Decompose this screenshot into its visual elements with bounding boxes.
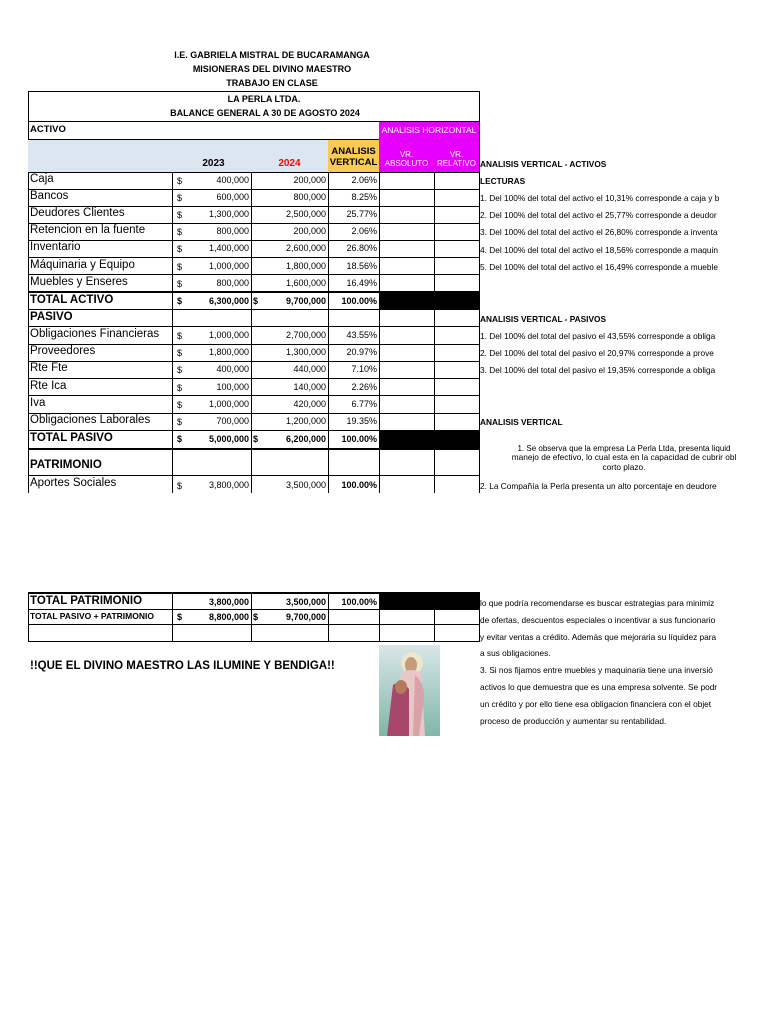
activo-note: 5. Del 100% del total del activo el 16,49% corresponde a mueble — [480, 261, 718, 272]
conclusion-line: un crédito y por ello tiene esa obligacion financiera con el objet — [480, 698, 712, 709]
total-activo-2023: 6,300,000 — [208, 296, 249, 306]
pasivo-label: Obligaciones Laborales — [30, 414, 151, 426]
conclusion-1-line-2: manejo de efectivo, lo cual esta en la capacidad de cubrir obl — [511, 452, 737, 462]
pasivo-currency: $ — [177, 348, 183, 359]
rel-value-label-1: VR. — [449, 150, 464, 159]
year-2024-header: 2024 — [278, 158, 301, 169]
pasivo-label: Obligaciones Financieras — [30, 328, 160, 340]
grid-line — [28, 624, 480, 625]
rel-value-label-2: RELATIVO — [437, 159, 476, 168]
grid-line — [328, 139, 329, 493]
conclusion-1-line-1: 1. Se observa que la empresa La Perla Ltda, presenta liquid — [517, 444, 731, 453]
pasivo-note: 2. Del 100% del total del pasivo el 20,97% corresponde a prove — [480, 348, 714, 359]
grid-line — [28, 448, 480, 450]
blessing-text: !!QUE EL DIVINO MAESTRO LAS ILUMINE Y BENDIGA!! — [30, 660, 335, 672]
total-pasivo-pct: 100.00% — [341, 434, 377, 444]
activo-currency: $ — [177, 261, 183, 272]
year-2023-header: 2023 — [202, 158, 225, 169]
grid-line — [28, 326, 480, 327]
conclusion-1-line-3: corto plazo. — [602, 462, 646, 472]
aportes-label: Aportes Sociales — [30, 477, 117, 489]
pasivo-2023: 700,000 — [216, 416, 249, 426]
pasivo-2023: 400,000 — [216, 364, 249, 375]
total-activo-currency-2024: $ — [253, 296, 259, 306]
pasivo-2024: 2,700,000 — [285, 330, 326, 340]
pasivo-2023: 1,800,000 — [208, 347, 249, 358]
pasivo-label: Rte Ica — [30, 379, 67, 392]
activo-2023: 600,000 — [216, 192, 249, 203]
pasivo-currency: $ — [177, 399, 183, 410]
activo-2024: 1,600,000 — [285, 277, 326, 288]
pasivo-2024: 420,000 — [293, 398, 326, 409]
total-pasivo-2024: 6,200,000 — [285, 434, 326, 444]
activo-pct: 25.77% — [346, 209, 377, 220]
total-pasivo-black-block — [379, 430, 479, 448]
grid-line — [28, 378, 480, 379]
grid-line — [28, 361, 480, 362]
total-activo-label: TOTAL ACTIVO — [30, 294, 114, 306]
activo-2024: 2,600,000 — [285, 243, 326, 254]
pasivo-pct: 43.55% — [346, 330, 377, 340]
abs-value-label-1: VR. — [399, 150, 414, 159]
pasivo-pct: 7.10% — [351, 364, 377, 375]
pasivo-note: 3. Del 100% del total del pasivo el 19,35% corresponde a obliga — [480, 365, 716, 376]
activo-pct: 8.25% — [351, 192, 377, 203]
grid-line — [28, 172, 480, 173]
av-activos-title: ANALISIS VERTICAL - ACTIVOS — [480, 159, 607, 169]
pasivo-2023: 100,000 — [216, 381, 249, 392]
grid-line — [172, 139, 173, 493]
activo-2023: 1,000,000 — [208, 260, 249, 271]
activo-pct: 18.56% — [346, 260, 377, 271]
activo-2024: 2,500,000 — [285, 209, 326, 220]
grid-line — [172, 592, 173, 641]
activo-label: Máquinaria y Equipo — [30, 258, 135, 271]
total-activo-currency-2023: $ — [177, 296, 183, 306]
total-pasivo-2023: 5,000,000 — [208, 434, 249, 444]
total-activo-2024: 9,700,000 — [285, 296, 326, 306]
aportes-2023: 3,800,000 — [208, 480, 249, 490]
total-patrimonio-label: TOTAL PATRIMONIO — [30, 595, 143, 607]
total-pasivo-patrimonio-label: TOTAL PASIVO + PATRIMONIO — [30, 611, 154, 621]
pasivo-label: Rte Fte — [30, 362, 68, 375]
activo-pct: 2.06% — [351, 175, 377, 185]
activo-note: 3. Del 100% del total del activo el 26,80% corresponde a inventa — [480, 227, 718, 238]
activo-2023: 800,000 — [216, 226, 249, 237]
report-title: BALANCE GENERAL A 30 DE AGOSTO 2024 — [170, 108, 360, 118]
grid-line — [28, 641, 480, 642]
activo-section-label: ACTIVO — [30, 124, 66, 135]
conclusion-line: de ofertas, descuentos especiales o incentivar a sus funcionario — [480, 614, 716, 625]
divine-master-illustration — [379, 645, 440, 736]
activo-label: Retencion en la fuente — [30, 224, 146, 237]
pasivo-section-label: PASIVO — [30, 311, 73, 323]
assignment-title: TRABAJO EN CLASE — [226, 78, 318, 88]
total-pasivo-currency-2024: $ — [253, 434, 259, 444]
activo-2024: 200,000 — [293, 175, 326, 185]
activo-label: Bancos — [30, 190, 69, 203]
activo-pct: 26.80% — [346, 243, 377, 254]
total-activo-pct: 100.00% — [341, 296, 377, 306]
conclusion-line: proceso de producción y aumentar su rentabilidad. — [480, 715, 667, 726]
grid-line — [28, 91, 480, 92]
activo-currency: $ — [177, 210, 183, 221]
conclusion-line: activos lo que demuestra que es una empresa solvente. Se podr — [480, 682, 718, 692]
pasivo-currency: $ — [177, 382, 183, 393]
vertical-analysis-label-1: ANALISIS — [331, 146, 376, 157]
pasivo-2023: 1,000,000 — [208, 398, 249, 409]
activo-2023: 400,000 — [216, 175, 249, 185]
aportes-2024: 3,500,000 — [285, 480, 326, 490]
pasivo-pct: 6.77% — [351, 398, 377, 409]
grid-line — [28, 395, 480, 396]
aportes-pct: 100.00% — [341, 480, 377, 490]
activo-currency: $ — [177, 244, 183, 255]
activo-2024: 800,000 — [293, 192, 326, 203]
grid-line — [28, 592, 29, 641]
activo-label: Inventario — [30, 241, 81, 254]
pasivo-2024: 1,200,000 — [285, 416, 326, 426]
school-name: I.E. GABRIELA MISTRAL DE BUCARAMANGA — [174, 50, 370, 60]
congregation-name: MISIONERAS DEL DIVINO MAESTRO — [192, 64, 352, 74]
pasivo-label: Proveedores — [30, 345, 96, 358]
activo-label: Caja — [30, 173, 54, 185]
pasivo-2023: 1,000,000 — [208, 330, 249, 340]
pasivo-pct: 19.35% — [346, 416, 377, 426]
conclusion-line: lo que podría recomendarse es buscar estrategias para minimiz — [480, 598, 715, 608]
activo-pct: 2.06% — [351, 226, 377, 237]
grid-line — [251, 139, 252, 493]
grid-line — [28, 344, 480, 345]
activo-label: Muebles y Enseres — [30, 275, 128, 288]
activo-note: 4. Del 100% del total del activo el 18,56% corresponde a maquin — [480, 244, 718, 255]
activo-2024: 1,800,000 — [285, 260, 326, 271]
total-patrimonio-pct: 100.00% — [341, 597, 377, 607]
activo-2023: 1,300,000 — [208, 209, 249, 220]
total-patrimonio-2024: 3,500,000 — [285, 597, 326, 607]
pasivo-2024: 440,000 — [293, 364, 326, 375]
pasivo-2024: 140,000 — [293, 381, 326, 392]
divine-master-image — [379, 645, 440, 736]
activo-pct: 16.49% — [346, 277, 377, 288]
activo-note: 1. Del 100% del total del activo el 10,31% corresponde a caja y b — [480, 193, 720, 203]
conclusion-line: a sus obligaciones. — [480, 648, 551, 659]
pasivo-2024: 1,300,000 — [285, 347, 326, 358]
total-patrimonio-black-block — [379, 593, 479, 610]
horizontal-analysis-label: ANALISIS HORIZONTAL — [381, 125, 477, 135]
total-patrimonio-2023: 3,800,000 — [208, 597, 249, 607]
total-pasivo-currency-2023: $ — [177, 434, 183, 444]
pasivo-label: Iva — [30, 396, 46, 409]
total-pasivo-label: TOTAL PASIVO — [30, 432, 113, 444]
patrimonio-section-label: PATRIMONIO — [30, 459, 102, 471]
conclusion-line: 3. Si nos fijamos entre muebles y maquinaria tiene una inversió — [480, 665, 713, 676]
av-title: ANALISIS VERTICAL — [480, 417, 563, 427]
activo-currency: $ — [177, 278, 183, 289]
activo-note: 2. Del 100% del total del activo el 25,77% corresponde a deudor — [480, 210, 717, 221]
grid-line — [28, 475, 480, 476]
grid-line — [28, 189, 480, 190]
company-name: LA PERLA LTDA. — [227, 94, 301, 104]
vertical-analysis-label-2: VERTICAL — [329, 157, 378, 168]
grid-line — [328, 592, 329, 641]
activo-label: Deudores Clientes — [30, 207, 125, 220]
av-pasivos-title: ANALISIS VERTICAL - PASIVOS — [480, 314, 607, 324]
pasivo-currency: $ — [177, 331, 183, 341]
total-activo-black-block — [379, 292, 479, 310]
total-pas-pat-currency-2023: $ — [177, 612, 183, 622]
pasivo-note: 1. Del 100% del total del pasivo el 43,55% corresponde a obliga — [480, 331, 716, 341]
total-pas-pat-2024: 9,700,000 — [285, 612, 326, 622]
total-pas-pat-currency-2024: $ — [253, 612, 259, 622]
conclusion-line: y evitar ventas a crédito. Además que mejoraria su líquidez para — [480, 631, 717, 642]
pasivo-pct: 2.26% — [351, 381, 377, 392]
activo-currency: $ — [177, 176, 183, 186]
activo-2023: 800,000 — [216, 277, 249, 288]
grid-line — [28, 240, 480, 241]
grid-line — [251, 592, 252, 641]
abs-value-label-2: ABSOLUTO — [384, 159, 429, 168]
activo-currency: $ — [177, 193, 183, 204]
activo-2024: 200,000 — [293, 226, 326, 237]
total-pas-pat-2023: 8,800,000 — [208, 612, 249, 622]
lecturas-title: LECTURAS — [480, 176, 526, 186]
pasivo-currency: $ — [177, 417, 183, 427]
activo-currency: $ — [177, 227, 183, 238]
conclusion-2: 2. La Compañía la Perla presenta un alto porcentaje en deudore — [480, 481, 717, 491]
pasivo-currency: $ — [177, 365, 183, 376]
aportes-currency: $ — [177, 481, 183, 491]
pasivo-pct: 20.97% — [346, 347, 377, 358]
activo-2023: 1,400,000 — [208, 243, 249, 254]
horizontal-analysis-header — [379, 122, 479, 140]
